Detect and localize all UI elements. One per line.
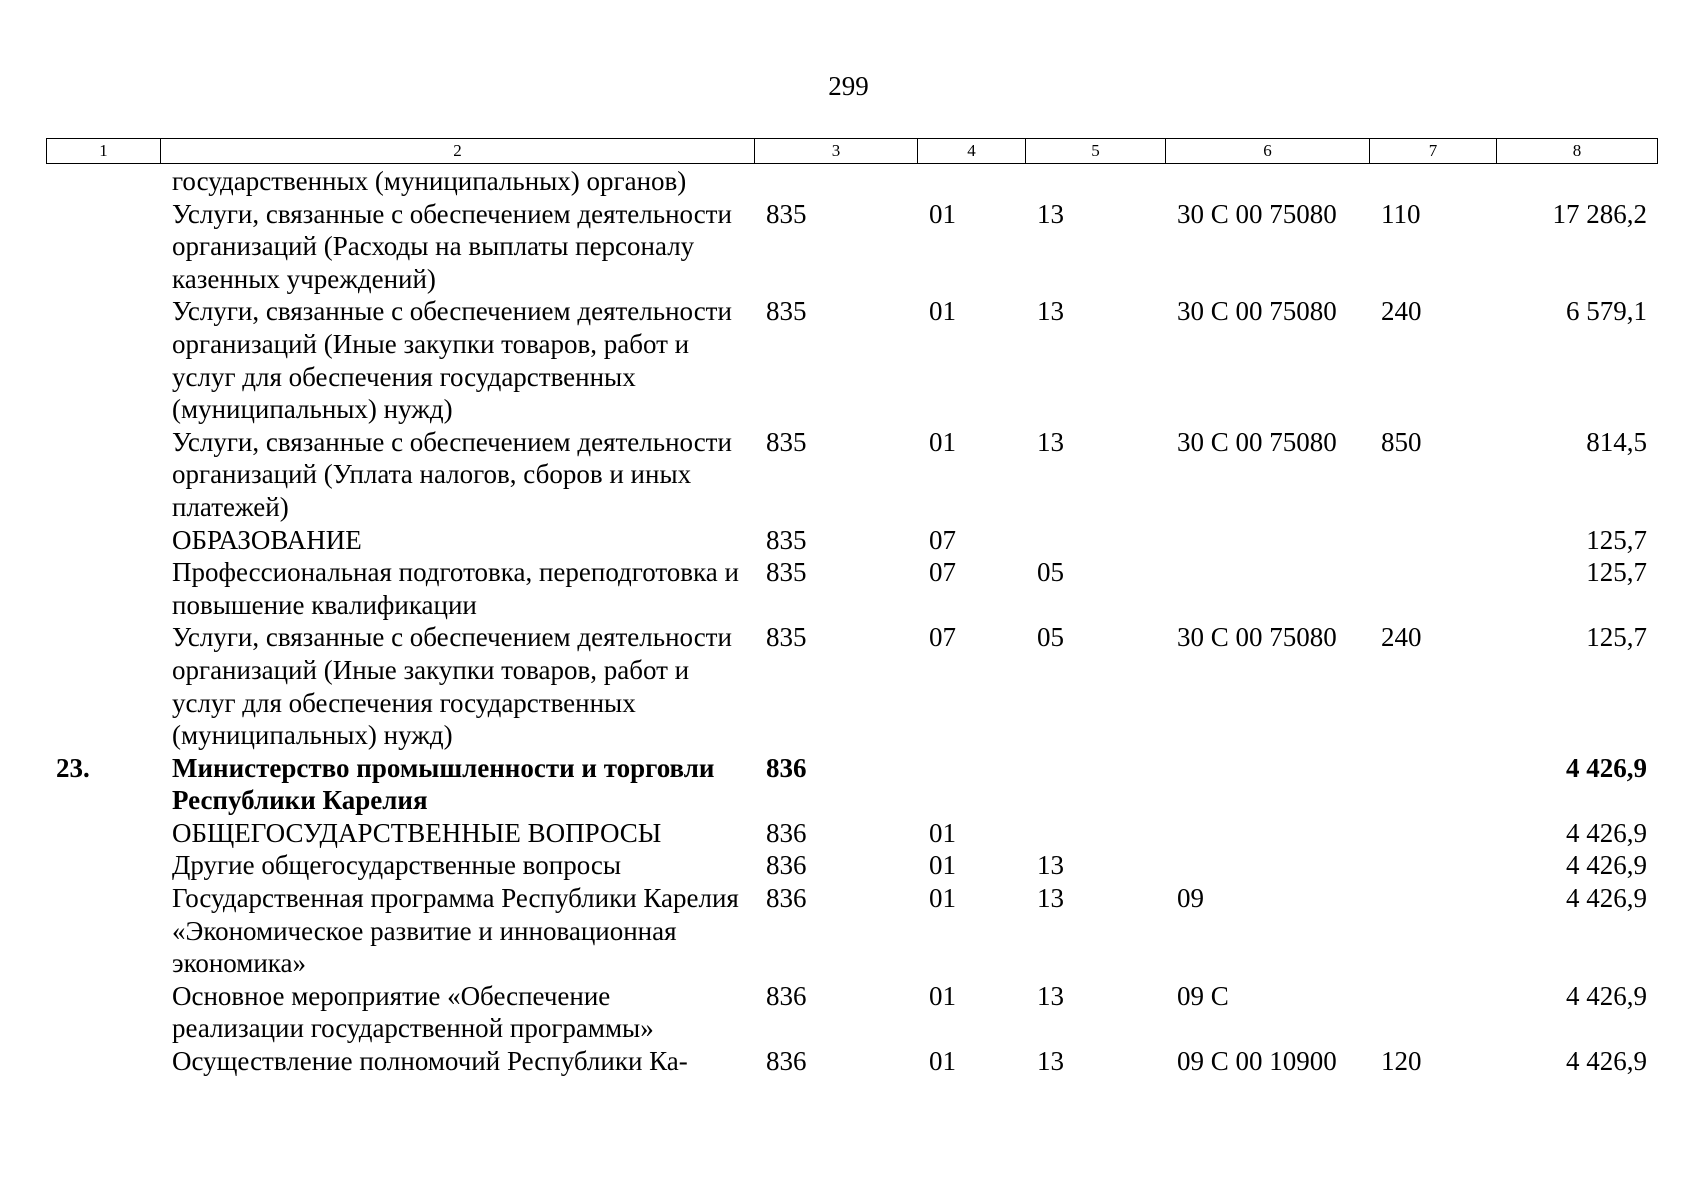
amount-cell: 4 426,9 bbox=[1566, 850, 1647, 881]
section-code-cell bbox=[917, 165, 1025, 198]
expense-type-code-cell: 120 bbox=[1381, 1046, 1422, 1077]
budget-table bbox=[46, 165, 1657, 1078]
expense-type-code-cell bbox=[1369, 817, 1496, 850]
table-row bbox=[46, 295, 1657, 425]
ministry-code-cell: 835 bbox=[766, 296, 807, 327]
row-number-cell bbox=[46, 980, 160, 1045]
table-row bbox=[46, 882, 1657, 980]
amount-cell: 125,7 bbox=[1586, 622, 1647, 653]
table-row bbox=[46, 817, 1657, 850]
expense-type-code-cell: 110 bbox=[1381, 198, 1421, 229]
target-article-code-cell bbox=[1165, 752, 1369, 817]
section-code-cell: 01 bbox=[929, 980, 956, 1011]
expense-type-code-cell bbox=[1369, 882, 1496, 980]
ministry-code-cell bbox=[754, 165, 917, 198]
row-number-cell bbox=[46, 817, 160, 850]
column-header-1: 1 bbox=[47, 139, 161, 164]
ministry-code-cell: 835 bbox=[766, 557, 807, 588]
item-name-cell: Другие общегосударственные вопросы bbox=[172, 850, 621, 881]
subsection-code-cell: 13 bbox=[1037, 980, 1064, 1011]
ministry-code-cell: 836 bbox=[766, 883, 807, 914]
table-row bbox=[46, 621, 1657, 751]
section-code-cell: 07 bbox=[929, 524, 956, 555]
item-name-cell: Услуги, связанные с обеспечением деятельности организаций (Расходы на выплаты персоналу казенных учреждений) bbox=[172, 198, 732, 294]
row-number-cell bbox=[46, 165, 160, 198]
amount-cell bbox=[1496, 165, 1657, 198]
ministry-code-cell: 835 bbox=[766, 426, 807, 457]
column-header-2: 2 bbox=[161, 139, 755, 164]
amount-cell: 814,5 bbox=[1586, 426, 1647, 457]
table-row bbox=[46, 1045, 1657, 1078]
target-article-code-cell: 09 С bbox=[1177, 980, 1229, 1011]
subsection-code-cell bbox=[1025, 524, 1165, 557]
section-code-cell: 01 bbox=[929, 198, 956, 229]
amount-cell: 125,7 bbox=[1586, 557, 1647, 588]
item-name-cell: Осуществление полномочий Республики Ка- bbox=[172, 1046, 688, 1077]
column-header-3: 3 bbox=[755, 139, 918, 164]
item-name-cell: ОБЩЕГОСУДАРСТВЕННЫЕ ВОПРОСЫ bbox=[172, 817, 662, 848]
item-name-cell: Основное мероприятие «Обеспечение реализации государственной программы» bbox=[172, 980, 654, 1044]
target-article-code-cell: 30 С 00 75080 bbox=[1177, 622, 1337, 653]
row-number-cell bbox=[46, 426, 160, 524]
subsection-code-cell bbox=[1025, 752, 1165, 817]
section-code-cell: 07 bbox=[929, 557, 956, 588]
item-name-cell: Услуги, связанные с обеспечением деятельности организаций (Уплата налогов, сборов и иных платежей) bbox=[172, 426, 732, 522]
table-row bbox=[46, 752, 1657, 817]
subsection-code-cell: 13 bbox=[1037, 198, 1064, 229]
subsection-code-cell: 13 bbox=[1037, 296, 1064, 327]
expense-type-code-cell bbox=[1369, 524, 1496, 557]
row-number-cell bbox=[46, 295, 160, 425]
target-article-code-cell: 30 С 00 75080 bbox=[1177, 426, 1337, 457]
target-article-code-cell bbox=[1165, 165, 1369, 198]
column-header-table bbox=[46, 138, 1658, 164]
section-code-cell: 01 bbox=[929, 883, 956, 914]
target-article-code-cell: 30 С 00 75080 bbox=[1177, 296, 1337, 327]
target-article-code-cell: 09 С 00 10900 bbox=[1177, 1046, 1337, 1077]
subsection-code-cell bbox=[1025, 165, 1165, 198]
amount-cell: 6 579,1 bbox=[1566, 296, 1647, 327]
table-body bbox=[46, 165, 1657, 1078]
ministry-code-cell: 835 bbox=[766, 198, 807, 229]
table-row bbox=[46, 556, 1657, 621]
subsection-code-cell bbox=[1025, 817, 1165, 850]
column-header-5: 5 bbox=[1026, 139, 1166, 164]
subsection-code-cell: 05 bbox=[1037, 622, 1064, 653]
item-name-cell: ОБРАЗОВАНИЕ bbox=[172, 524, 362, 555]
amount-cell: 4 426,9 bbox=[1566, 817, 1647, 848]
expense-type-code-cell bbox=[1369, 980, 1496, 1045]
row-number-cell bbox=[46, 198, 160, 296]
row-number-cell bbox=[46, 621, 160, 751]
ministry-code-cell: 835 bbox=[766, 524, 807, 555]
ministry-code-cell: 835 bbox=[766, 622, 807, 653]
amount-cell: 17 286,2 bbox=[1552, 198, 1647, 229]
expense-type-code-cell bbox=[1369, 165, 1496, 198]
expense-type-code-cell bbox=[1369, 849, 1496, 882]
ministry-code-cell: 836 bbox=[766, 1046, 807, 1077]
subsection-code-cell: 13 bbox=[1037, 883, 1064, 914]
row-number-cell: 23. bbox=[56, 752, 90, 783]
ministry-code-cell: 836 bbox=[766, 850, 807, 881]
row-number-cell bbox=[46, 524, 160, 557]
item-name-cell: Министерство промышленности и торговли Республики Карелия bbox=[172, 752, 715, 816]
item-name-cell: государственных (муниципальных) органов) bbox=[172, 166, 687, 196]
column-header-4: 4 bbox=[918, 139, 1026, 164]
amount-cell: 4 426,9 bbox=[1566, 883, 1647, 914]
table-row bbox=[46, 980, 1657, 1045]
target-article-code-cell bbox=[1165, 849, 1369, 882]
target-article-code-cell: 30 С 00 75080 bbox=[1177, 198, 1337, 229]
item-name-cell: Государственная программа Республики Карелия «Экономическое развитие и инновационная экономика» bbox=[172, 883, 739, 979]
amount-cell: 4 426,9 bbox=[1566, 752, 1647, 783]
subsection-code-cell: 13 bbox=[1037, 850, 1064, 881]
item-name-cell: Услуги, связанные с обеспечением деятельности организаций (Иные закупки товаров, работ и услуг для обеспечения государственных (муниципальных) нужд) bbox=[172, 622, 732, 751]
target-article-code-cell: 09 bbox=[1177, 883, 1204, 914]
section-code-cell: 01 bbox=[929, 850, 956, 881]
expense-type-code-cell bbox=[1369, 752, 1496, 817]
amount-cell: 125,7 bbox=[1586, 524, 1647, 555]
column-header-6: 6 bbox=[1166, 139, 1370, 164]
table-row bbox=[46, 524, 1657, 557]
row-number-cell bbox=[46, 849, 160, 882]
ministry-code-cell: 836 bbox=[766, 752, 807, 783]
column-header-8: 8 bbox=[1497, 139, 1658, 164]
expense-type-code-cell: 240 bbox=[1381, 622, 1422, 653]
section-code-cell: 01 bbox=[929, 426, 956, 457]
row-number-cell bbox=[46, 882, 160, 980]
section-code-cell: 07 bbox=[929, 622, 956, 653]
section-code-cell: 01 bbox=[929, 1046, 956, 1077]
ministry-code-cell: 836 bbox=[766, 817, 807, 848]
expense-type-code-cell: 850 bbox=[1381, 426, 1422, 457]
target-article-code-cell bbox=[1165, 524, 1369, 557]
subsection-code-cell: 13 bbox=[1037, 1046, 1064, 1077]
expense-type-code-cell: 240 bbox=[1381, 296, 1422, 327]
section-code-cell: 01 bbox=[929, 296, 956, 327]
item-name-cell: Услуги, связанные с обеспечением деятельности организаций (Иные закупки товаров, работ и услуг для обеспечения государственных (муниципальных) нужд) bbox=[172, 296, 732, 425]
table-row bbox=[46, 426, 1657, 524]
subsection-code-cell: 05 bbox=[1037, 557, 1064, 588]
section-code-cell bbox=[917, 752, 1025, 817]
page-number: 299 bbox=[828, 71, 869, 101]
column-header-7: 7 bbox=[1370, 139, 1497, 164]
table-row bbox=[46, 165, 1657, 198]
table-row bbox=[46, 849, 1657, 882]
column-header-row bbox=[47, 139, 1658, 164]
amount-cell: 4 426,9 bbox=[1566, 980, 1647, 1011]
row-number-cell bbox=[46, 1045, 160, 1078]
expense-type-code-cell bbox=[1369, 556, 1496, 621]
section-code-cell: 01 bbox=[929, 817, 956, 848]
amount-cell: 4 426,9 bbox=[1566, 1046, 1647, 1077]
target-article-code-cell bbox=[1165, 556, 1369, 621]
ministry-code-cell: 836 bbox=[766, 980, 807, 1011]
item-name-cell: Профессиональная подготовка, переподготовка и повышение квалификации bbox=[172, 557, 739, 620]
table-row bbox=[46, 198, 1657, 296]
target-article-code-cell bbox=[1165, 817, 1369, 850]
subsection-code-cell: 13 bbox=[1037, 426, 1064, 457]
row-number-cell bbox=[46, 556, 160, 621]
